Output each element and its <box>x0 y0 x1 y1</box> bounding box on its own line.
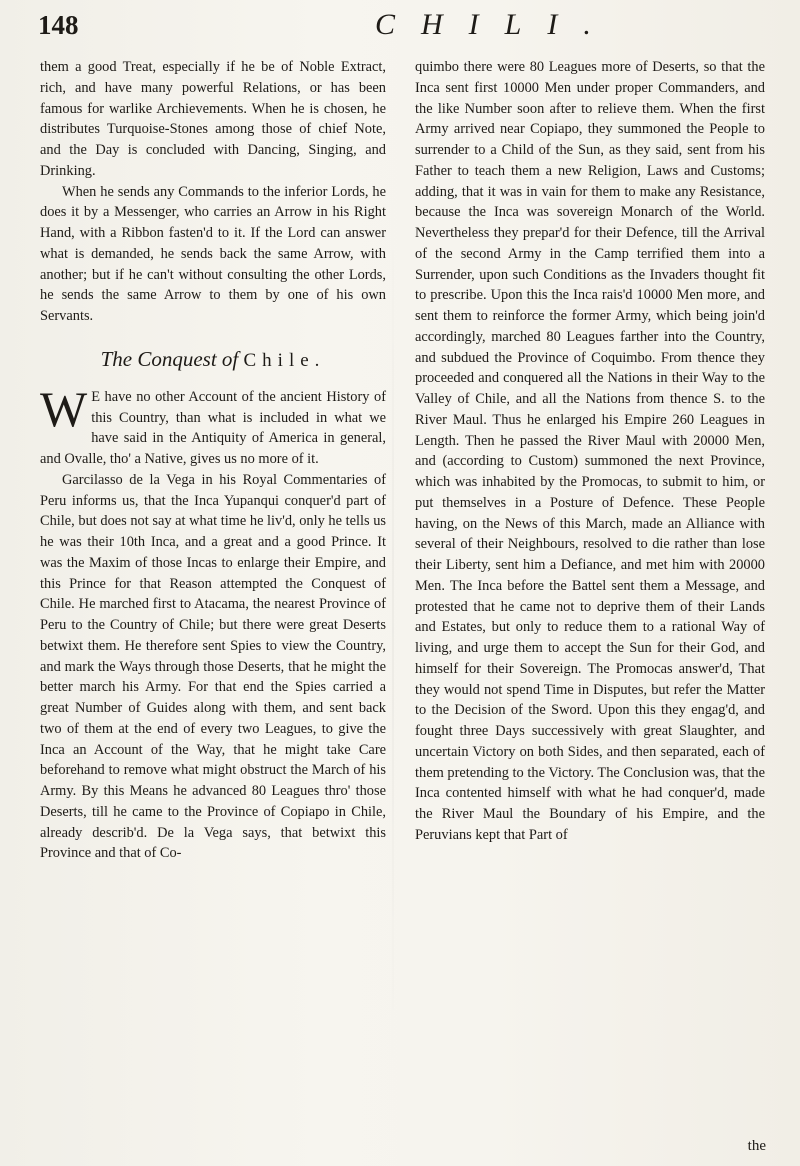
paragraph-account-text: E have no other Account of the ancient History of this Country, than what is included in what we have said in the Antiquity of America in general, and Ovalle, tho' a Native, gives us no more of it. <box>40 388 386 467</box>
catchword: the <box>747 1138 766 1154</box>
page-header <box>38 6 770 52</box>
paragraph-garcilasso: Garcilasso de la Vega in his Royal Commentaries of Peru informs us, that the Inca Yupanqui conquer'd part of Chile, but does not say at what time he liv'd, only he tells us he was their 10th Inca, and a great and a good Prince. It was the Maxim of those Incas to enlarge their Empire, and this Prince for that Reason attempted the Conquest of Chile. He marched first to Atacama, the nearest Province of Peru to the Country of Chile; but there were great Deserts betwixt them. He therefore sent Spies to view the Country, and mark the Ways through those Deserts, that he might the better march his Army. For that end the Spies carried a great Number of Guides along with them, and sent back two of them at the end of every two Leagues, to give the Inca an Account of the Way, that he might take Care beforehand to remove what might obstruct the March of his Army. By this Means he advanced 80 Leagues thro' those Deserts, till he came to the Province of Copiapo in Chile, already describ'd. De la Vega says, that betwixt this Province and that of Co- <box>40 471 386 862</box>
section-heading-caps: Chile. <box>243 349 326 371</box>
gutter-shadow <box>392 180 394 1080</box>
left-column <box>40 57 386 864</box>
section-heading-italic: The Conquest of <box>100 346 239 371</box>
paragraph-election: them a good Treat, especially if he be of Noble Extract, rich, and have many powerful Relations, or has been famous for warlike Archievements. When he is chosen, he distributes Turquoise-Stones among those of chief Note, and the Day is concluded with Dancing, Singing, and Drinking. <box>40 59 386 179</box>
right-column <box>415 57 765 846</box>
page-number: 148 <box>38 10 79 40</box>
paragraph-conquest: quimbo there were 80 Leagues more of Deserts, so that the Inca sent first 10000 Men under proper Commanders, and the like Number soon after to relieve them. When the first Army arrived near Copiapo, they summoned the People to surrender to a Child of the Sun, as they said, sent from his Father to teach them a new Religion, Laws and Customs; adding, that it was in vain for them to make any Resistance, because the Inca was sovereign Monarch of the World. Nevertheless they prepar'd for their Defence, till the Arrival of the second Army in the Camp terrified them into a Surrender, upon such Conditions as the Invaders thought fit to prescribe. Upon this the Inca rais'd 10000 Men more, and sent them to reinforce the former Army, which being join'd accordingly, marched 80 Leagues farther into the Country, and subdued the Province of Coquimbo. From thence they proceeded and conquered all the Nations in their Way to the Valley of Chile, and all the Nations from thence S. to the River Maul. Thus he enlarged his Empire 260 Leagues in Length. Then he passed the River Maul with 20000 Men, and (according to Custom) summoned the next Province, which was inhabited by the Promocas, to submit to him, or put themselves in a Posture of Defence. These People having, on the News of this March, made an Alliance with several of their Neighbours, resolved to die rather than lose their Liberty, sent him a Defiance, and met him with 20000 Men. The Inca before the Battel sent them a Message, and protested that he came not to deprive them of their Lands and Estates, but only to reduce them to a rational Way of living, and urge them to accept the Sun for their God, and himself for their Sovereign. The Promocas answer'd, That they would not spend Time in Disputes, but refer the Matter to the Decision of the Sword. Upon this they engag'd, and fought three Days successively with great Slaughter, and uncertain Victory on both Sides, and then separated, each of them pretending to the Victory. The Conclusion was, that the Inca contented himself with what he had conquer'd, made the River Maul the Boundary of his Empire, and the Peruvians kept that Part of <box>415 59 765 843</box>
drop-cap: W <box>40 380 88 437</box>
running-head: CHILI. <box>375 8 617 41</box>
paragraph-commands: When he sends any Commands to the inferior Lords, he does it by a Messenger, who carries an Arrow in his Right Hand, with a Ribbon fasten'd to it. If the Lord can answer what is demanded, he sends back the same Arrow, with another; but if he can't without consulting the other Lords, he sends the same Arrow to them by one of his own Servants. <box>40 183 386 324</box>
paragraph-account <box>40 380 386 470</box>
section-heading <box>40 347 386 373</box>
